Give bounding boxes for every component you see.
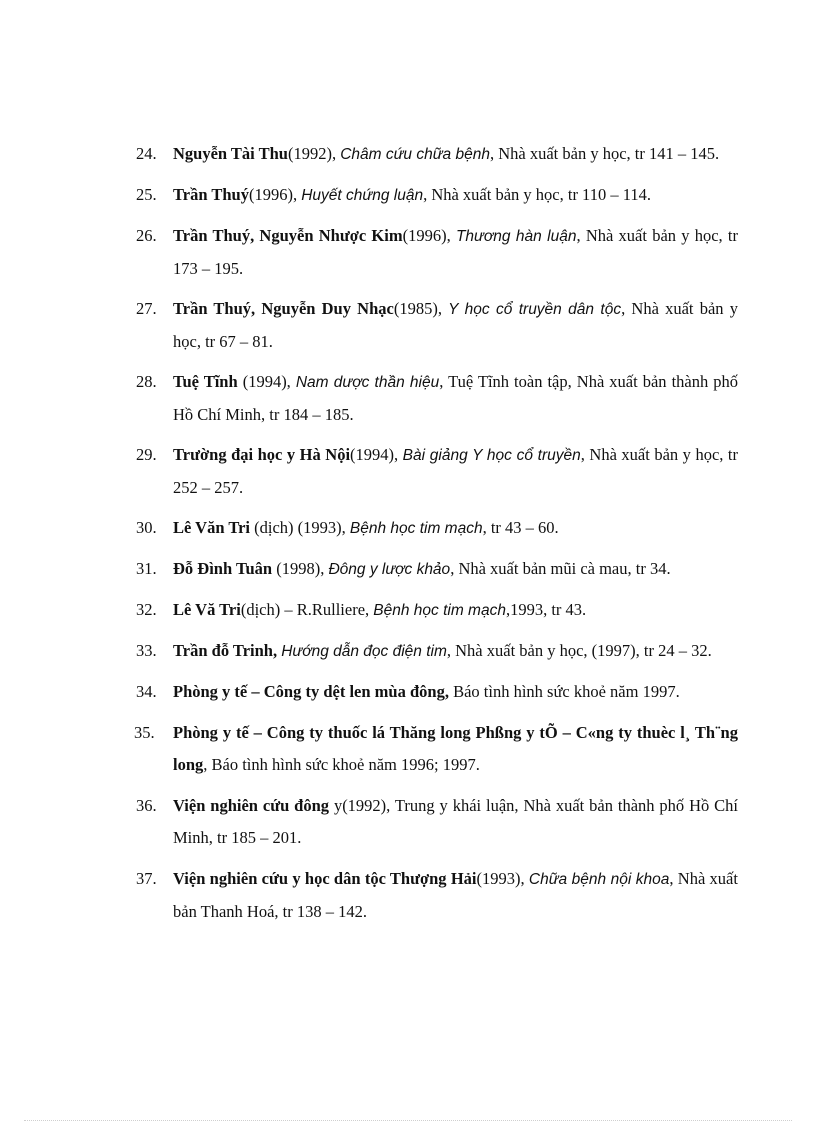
reference-author: Phòng y tế – Công ty dệt len mùa đông, bbox=[173, 682, 449, 701]
reference-item bbox=[136, 553, 738, 586]
reference-list bbox=[136, 138, 738, 936]
reference-item bbox=[136, 790, 738, 855]
reference-year: (1996), bbox=[248, 185, 302, 204]
reference-title: Chữa bệnh nội khoa bbox=[528, 871, 670, 888]
reference-details: , Tuệ Tĩnh toàn tập, Nhà xuất bản thành phố Hồ Chí Minh, tr 184 – 185. bbox=[173, 372, 738, 424]
reference-author: Trường đại học y Hà Nội bbox=[173, 445, 351, 464]
reference-number: 37. bbox=[136, 869, 157, 888]
reference-details: , Nhà xuất bản y học, tr 173 – 195. bbox=[173, 226, 738, 278]
reference-details: , Nhà xuất bản y học, tr 252 – 257. bbox=[173, 445, 739, 497]
reference-number: 26. bbox=[136, 226, 157, 245]
reference-title: Bệnh học tim mạch bbox=[349, 520, 483, 537]
reference-details: , Nhà xuất bản Thanh Hoá, tr 138 – 142. bbox=[173, 869, 738, 921]
reference-author: Trần Thuý, Nguyễn Nhược Kim bbox=[173, 226, 403, 245]
reference-year: y(1992), Trung y khái luận, Nhà xuất bản thành phố Hồ Chí Minh, tr 185 – 201. bbox=[173, 796, 738, 847]
reference-title: Huyết chứng luận bbox=[301, 187, 424, 204]
reference-details: , Báo tình hình sức khoẻ năm 1996; 1997. bbox=[203, 755, 480, 774]
reference-author: Tuệ Tĩnh bbox=[173, 372, 238, 391]
reference-details: , tr 43 – 60. bbox=[482, 518, 559, 537]
reference-number: 30. bbox=[136, 518, 157, 537]
reference-author: Trần đỗ Trinh, bbox=[173, 641, 278, 660]
reference-number: 27. bbox=[136, 299, 157, 318]
reference-item bbox=[136, 512, 738, 545]
reference-year: (1998), bbox=[272, 559, 329, 578]
reference-number: 35. bbox=[134, 723, 155, 742]
reference-details: , Nhà xuất bản y học, (1997), tr 24 – 32. bbox=[446, 641, 712, 660]
reference-author: Phòng y tế – Công ty thuốc lá Thăng long Phßng y tÕ – C«ng ty thuèc l¸ Th¨ng long bbox=[173, 723, 738, 774]
reference-details: , Nhà xuất bản y học, tr 110 – 114. bbox=[423, 185, 651, 204]
reference-item bbox=[136, 635, 738, 668]
reference-item bbox=[136, 717, 738, 782]
reference-item bbox=[136, 366, 738, 431]
reference-number: 29. bbox=[136, 445, 157, 464]
reference-title: Thương hàn luận bbox=[455, 228, 577, 245]
reference-item bbox=[136, 220, 738, 285]
reference-details: , Nhà xuất bản mũi cà mau, tr 34. bbox=[450, 559, 671, 578]
reference-number: 34. bbox=[136, 682, 157, 701]
reference-author: Lê Văn Tri bbox=[173, 518, 251, 537]
reference-item bbox=[136, 293, 738, 358]
reference-year: (dịch) (1993), bbox=[250, 518, 350, 537]
reference-item bbox=[136, 179, 738, 212]
reference-item bbox=[136, 138, 738, 171]
reference-title: Y học cổ truyền dân tộc bbox=[448, 301, 622, 318]
reference-year: (1985), bbox=[393, 299, 449, 318]
reference-title: Châm cứu chữa bệnh bbox=[340, 146, 490, 163]
reference-number: 32. bbox=[136, 600, 157, 619]
reference-title: Nam dược thần hiệu bbox=[295, 374, 440, 391]
reference-year: (dịch) – R.Rulliere, bbox=[240, 600, 374, 619]
reference-title: Đông y lược khảo bbox=[328, 561, 451, 578]
reference-year: (1994), bbox=[350, 445, 403, 464]
reference-item bbox=[136, 863, 738, 928]
reference-author: Đỗ Đình Tuân bbox=[173, 559, 273, 578]
reference-number: 31. bbox=[136, 559, 157, 578]
reference-author: Trần Thuý, Nguyễn Duy Nhạc bbox=[173, 299, 394, 318]
reference-details: Báo tình hình sức khoẻ năm 1997. bbox=[448, 682, 680, 701]
reference-number: 36. bbox=[136, 796, 157, 815]
reference-author: Lê Vă Tri bbox=[173, 600, 241, 619]
reference-year: (1996), bbox=[402, 226, 456, 245]
page-bottom-divider bbox=[24, 1120, 792, 1121]
reference-details: ,1993, tr 43. bbox=[505, 600, 587, 619]
reference-title: Bệnh học tim mạch bbox=[373, 602, 506, 619]
reference-details: , Nhà xuất bản y học, tr 141 – 145. bbox=[489, 144, 720, 163]
reference-year: (1994), bbox=[237, 372, 296, 391]
reference-number: 25. bbox=[136, 185, 157, 204]
reference-year: (1993), bbox=[476, 869, 529, 888]
reference-number: 28. bbox=[136, 372, 157, 391]
reference-item bbox=[136, 594, 738, 627]
reference-author: Trần Thuý bbox=[173, 185, 249, 204]
reference-item bbox=[136, 676, 738, 709]
reference-author: Viện nghiên cứu đông bbox=[173, 796, 334, 815]
reference-author: Viện nghiên cứu y học dân tộc Thượng Hải bbox=[173, 869, 477, 888]
reference-author: Nguyễn Tài Thu bbox=[173, 144, 288, 163]
reference-title: Bài giảng Y học cổ truyền bbox=[402, 447, 581, 464]
reference-number: 24. bbox=[136, 144, 157, 163]
reference-title: Hướng dẫn đọc điện tim bbox=[281, 643, 447, 660]
reference-year: (1992), bbox=[287, 144, 341, 163]
reference-item bbox=[136, 439, 738, 504]
reference-details: , Nhà xuất bản y học, tr 67 – 81. bbox=[173, 299, 738, 351]
reference-number: 33. bbox=[136, 641, 157, 660]
